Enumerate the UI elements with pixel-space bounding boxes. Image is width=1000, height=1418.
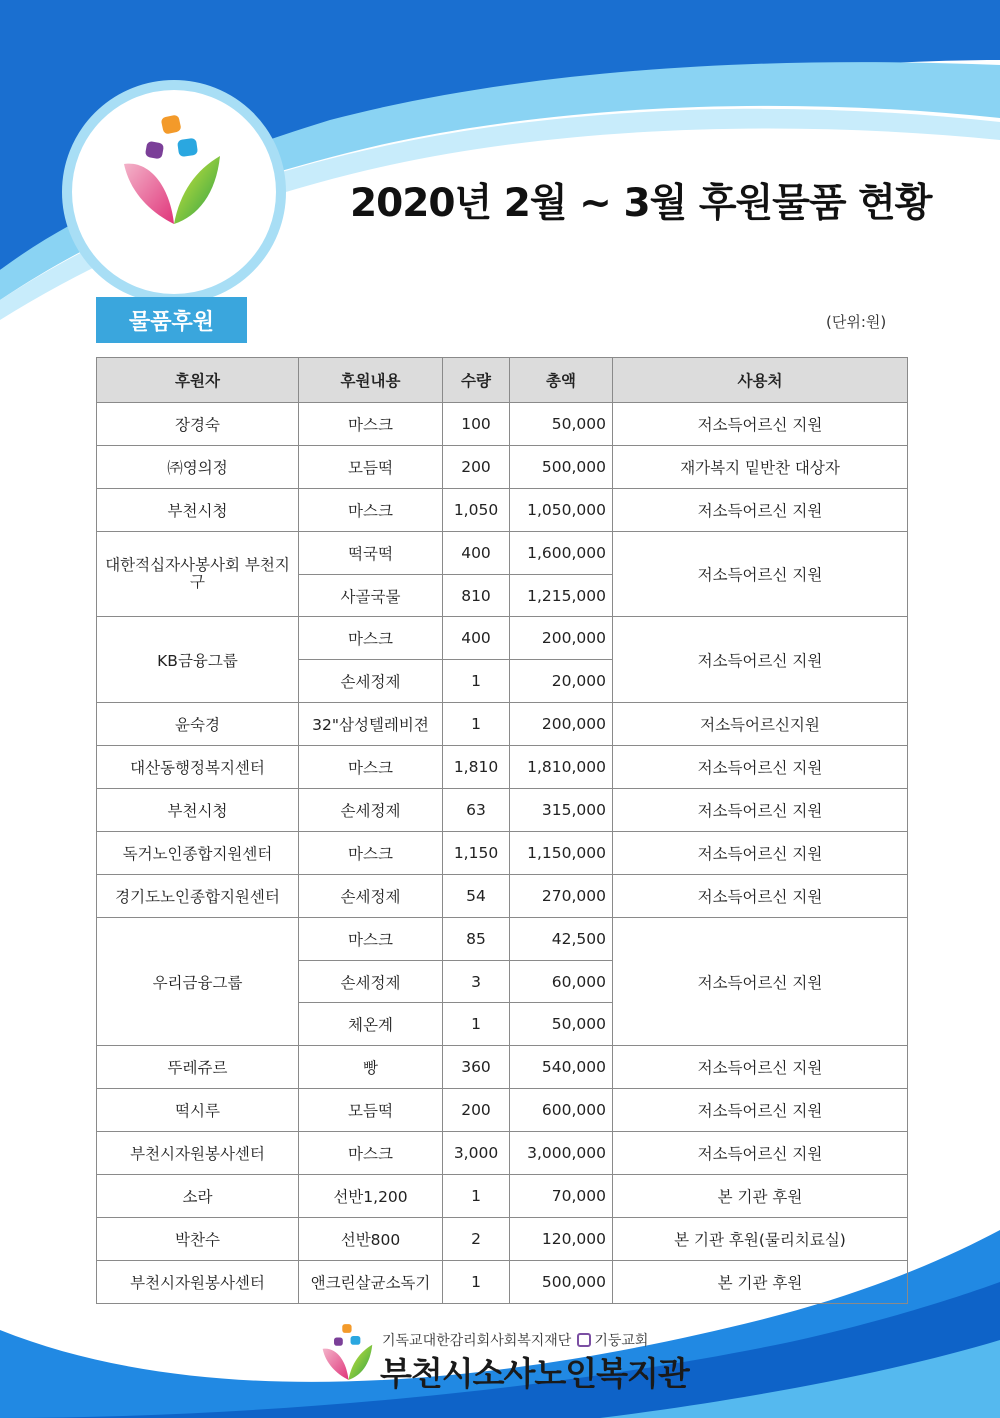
total-cell: 200,000 [510,703,613,746]
header-qty: 수량 [443,358,510,403]
qty-cell: 63 [443,789,510,832]
total-cell: 1,810,000 [510,746,613,789]
table-row [97,746,908,789]
table-row [97,1217,908,1260]
qty-cell: 400 [443,617,510,660]
qty-cell: 3 [443,960,510,1003]
total-cell: 42,500 [510,917,613,960]
usage-cell: 본 기관 후원(물리치료실) [613,1217,908,1260]
donor-cell: 부천시청 [97,789,299,832]
usage-cell: 본 기관 후원 [613,1175,908,1218]
donor-cell: 윤숙경 [97,703,299,746]
footer-logo-icon [320,1322,378,1384]
table-row [97,789,908,832]
donor-cell: 장경숙 [97,403,299,446]
logo-mark-icon [120,112,230,232]
usage-cell: 저소득어르신 지원 [613,1089,908,1132]
donor-cell: ㈜영의정 [97,445,299,488]
item-cell: 손세정제 [299,960,443,1003]
total-cell: 315,000 [510,789,613,832]
usage-cell: 저소득어르신 지원 [613,874,908,917]
qty-cell: 1,810 [443,746,510,789]
usage-cell: 재가복지 밑반찬 대상자 [613,445,908,488]
table-row [97,1132,908,1175]
table-row [97,445,908,488]
item-cell: 모듬떡 [299,445,443,488]
table-row [97,488,908,531]
total-cell: 500,000 [510,445,613,488]
organization-name: 부천시소사노인복지관 [380,1354,689,1393]
foundation-name: 기독교대한감리회사회복지재단 [382,1333,572,1349]
total-cell: 1,150,000 [510,831,613,874]
qty-cell: 1 [443,1003,510,1046]
table-row [97,917,908,960]
donor-cell: 경기도노인종합지원센터 [97,874,299,917]
qty-cell: 1,050 [443,488,510,531]
total-cell: 50,000 [510,403,613,446]
qty-cell: 85 [443,917,510,960]
item-cell: 앤크린살균소독기 [299,1260,443,1303]
total-cell: 120,000 [510,1217,613,1260]
item-cell: 체온계 [299,1003,443,1046]
donor-cell: 부천시청 [97,488,299,531]
qty-cell: 200 [443,1089,510,1132]
donor-cell: KB금융그룹 [97,617,299,703]
table-row [97,1260,908,1303]
item-cell: 손세정제 [299,789,443,832]
item-cell: 마스크 [299,617,443,660]
item-cell: 마스크 [299,831,443,874]
total-cell: 50,000 [510,1003,613,1046]
donor-cell: 소라 [97,1175,299,1218]
item-cell: 32"삼성텔레비젼 [299,703,443,746]
donor-cell: 부천시자원봉사센터 [97,1132,299,1175]
item-cell: 손세정제 [299,874,443,917]
usage-cell: 저소득어르신 지원 [613,1046,908,1089]
item-cell: 마스크 [299,403,443,446]
donor-cell: 우리금융그룹 [97,917,299,1046]
item-cell: 빵 [299,1046,443,1089]
usage-cell: 저소득어르신 지원 [613,831,908,874]
qty-cell: 1,150 [443,831,510,874]
total-cell: 1,600,000 [510,531,613,574]
church-icon [577,1333,591,1347]
usage-cell: 저소득어르신 지원 [613,531,908,617]
header-usage: 사용처 [613,358,908,403]
usage-cell: 저소득어르신 지원 [613,403,908,446]
item-cell: 사골국물 [299,574,443,617]
qty-cell: 1 [443,1260,510,1303]
table-row [97,831,908,874]
usage-cell: 저소득어르신 지원 [613,488,908,531]
qty-cell: 54 [443,874,510,917]
item-cell: 모듬떡 [299,1089,443,1132]
total-cell: 70,000 [510,1175,613,1218]
table-row [97,1175,908,1218]
donor-cell: 뚜레쥬르 [97,1046,299,1089]
qty-cell: 810 [443,574,510,617]
table-row [97,1089,908,1132]
qty-cell: 2 [443,1217,510,1260]
item-cell: 선반800 [299,1217,443,1260]
total-cell: 3,000,000 [510,1132,613,1175]
qty-cell: 400 [443,531,510,574]
donor-cell: 부천시자원봉사센터 [97,1260,299,1303]
total-cell: 500,000 [510,1260,613,1303]
donor-cell: 떡시루 [97,1089,299,1132]
qty-cell: 1 [443,1175,510,1218]
table-header-row [97,358,908,403]
item-cell: 선반1,200 [299,1175,443,1218]
donor-cell: 대산동행정복지센터 [97,746,299,789]
unit-note: (단위:원) [826,313,887,331]
header-donor: 후원자 [97,358,299,403]
qty-cell: 1 [443,660,510,703]
total-cell: 1,215,000 [510,574,613,617]
header-total: 총액 [510,358,613,403]
usage-cell: 저소득어르신 지원 [613,1132,908,1175]
section-badge: 물품후원 [96,297,247,343]
header-item: 후원내용 [299,358,443,403]
usage-cell: 저소득어르신 지원 [613,789,908,832]
item-cell: 마스크 [299,917,443,960]
usage-cell: 저소득어르신 지원 [613,617,908,703]
church-name: 기둥교회 [594,1333,649,1349]
qty-cell: 1 [443,703,510,746]
donor-cell: 독거노인종합지원센터 [97,831,299,874]
qty-cell: 100 [443,403,510,446]
page-title: 2020년 2월 ~ 3월 후원물품 현황 [350,181,932,226]
donor-cell: 박찬수 [97,1217,299,1260]
usage-cell: 저소득어르신 지원 [613,917,908,1046]
total-cell: 600,000 [510,1089,613,1132]
qty-cell: 3,000 [443,1132,510,1175]
total-cell: 270,000 [510,874,613,917]
item-cell: 떡국떡 [299,531,443,574]
item-cell: 마스크 [299,746,443,789]
table-row [97,703,908,746]
qty-cell: 200 [443,445,510,488]
table-row [97,874,908,917]
table-row [97,1046,908,1089]
total-cell: 20,000 [510,660,613,703]
total-cell: 540,000 [510,1046,613,1089]
total-cell: 60,000 [510,960,613,1003]
usage-cell: 저소득어르신지원 [613,703,908,746]
table-row [97,403,908,446]
donations-table [96,357,908,1304]
usage-cell: 본 기관 후원 [613,1260,908,1303]
item-cell: 마스크 [299,488,443,531]
footer-subtitle [382,1330,648,1350]
total-cell: 200,000 [510,617,613,660]
usage-cell: 저소득어르신 지원 [613,746,908,789]
donor-cell: 대한적십자사봉사회 부천지구 [97,531,299,617]
total-cell: 1,050,000 [510,488,613,531]
item-cell: 손세정제 [299,660,443,703]
table-row [97,617,908,660]
table-row [97,531,908,574]
qty-cell: 360 [443,1046,510,1089]
item-cell: 마스크 [299,1132,443,1175]
